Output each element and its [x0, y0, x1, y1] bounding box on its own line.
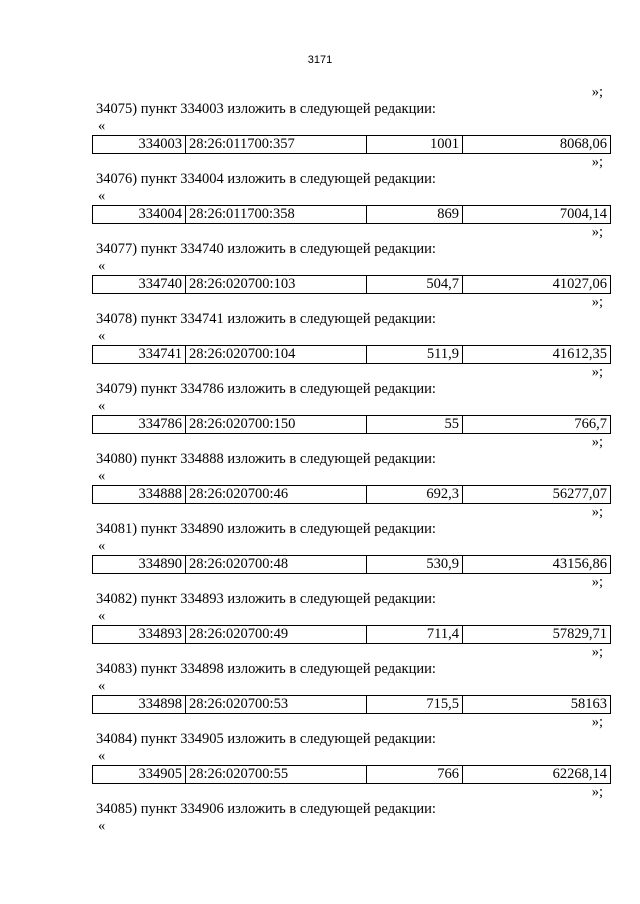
item-number-cell: 334893 [93, 626, 186, 644]
table-row [93, 416, 611, 434]
amendment-table [92, 345, 611, 364]
value-cell: 766,7 [463, 416, 611, 434]
amendment-entry [92, 714, 611, 784]
item-number-cell: 334898 [93, 696, 186, 714]
amendment-table [92, 415, 611, 434]
item-number-cell: 334004 [93, 206, 186, 224]
table-row [93, 486, 611, 504]
table-row [93, 206, 611, 224]
item-number-cell: 334003 [93, 136, 186, 154]
cadastral-number-cell: 28:26:020700:48 [186, 556, 367, 574]
cadastral-number-cell: 28:26:020700:150 [186, 416, 367, 434]
amendment-table [92, 275, 611, 294]
closing-quote: »; [591, 644, 603, 660]
amendment-heading: 34076) пункт 334004 изложить в следующей редакции: [96, 171, 436, 187]
cadastral-number-cell: 28:26:011700:357 [186, 136, 367, 154]
cadastral-number-cell: 28:26:020700:103 [186, 276, 367, 294]
closing-quote: »; [591, 224, 603, 240]
table-row [93, 556, 611, 574]
value-cell: 56277,07 [463, 486, 611, 504]
value-cell: 43156,86 [463, 556, 611, 574]
closing-quote: »; [591, 434, 603, 450]
amendment-heading: 34078) пункт 334741 изложить в следующей редакции: [96, 311, 436, 327]
opening-quote: « [98, 748, 106, 764]
amendment-table [92, 625, 611, 644]
area-cell: 711,4 [367, 626, 463, 644]
area-cell: 692,3 [367, 486, 463, 504]
amendment-entry [92, 434, 611, 504]
item-number-cell: 334888 [93, 486, 186, 504]
area-cell: 869 [367, 206, 463, 224]
opening-quote: « [98, 258, 106, 274]
amendment-entry [92, 644, 611, 714]
amendment-heading: 34085) пункт 334906 изложить в следующей редакции: [96, 801, 436, 817]
value-cell: 41027,06 [463, 276, 611, 294]
amendment-heading: 34082) пункт 334893 изложить в следующей редакции: [96, 591, 436, 607]
amendment-table [92, 555, 611, 574]
area-cell: 530,9 [367, 556, 463, 574]
amendment-table [92, 205, 611, 224]
opening-quote: « [98, 678, 106, 694]
value-cell: 58163 [463, 696, 611, 714]
item-number-cell: 334786 [93, 416, 186, 434]
cadastral-number-cell: 28:26:020700:49 [186, 626, 367, 644]
opening-quote: « [98, 328, 106, 344]
value-cell: 8068,06 [463, 136, 611, 154]
amendment-heading: 34079) пункт 334786 изложить в следующей редакции: [96, 381, 436, 397]
value-cell: 7004,14 [463, 206, 611, 224]
area-cell: 1001 [367, 136, 463, 154]
amendment-table [92, 695, 611, 714]
opening-quote: « [98, 118, 106, 134]
area-cell: 715,5 [367, 696, 463, 714]
final-amendment [92, 784, 611, 835]
table-row [93, 276, 611, 294]
area-cell: 511,9 [367, 346, 463, 364]
cadastral-number-cell: 28:26:020700:53 [186, 696, 367, 714]
closing-quote: »; [591, 574, 603, 590]
value-cell: 41612,35 [463, 346, 611, 364]
amendment-entry [92, 364, 611, 434]
table-row [93, 696, 611, 714]
area-cell: 504,7 [367, 276, 463, 294]
table-row [93, 766, 611, 784]
page-number: 3171 [307, 54, 333, 66]
table-row [93, 136, 611, 154]
amendment-heading: 34081) пункт 334890 изложить в следующей редакции: [96, 521, 436, 537]
amendment-heading: 34084) пункт 334905 изложить в следующей редакции: [96, 731, 436, 747]
closing-quote: »; [591, 714, 603, 730]
opening-quote: « [98, 398, 106, 414]
amendment-table [92, 135, 611, 154]
value-cell: 57829,71 [463, 626, 611, 644]
amendment-entry [92, 574, 611, 644]
amendment-table [92, 485, 611, 504]
item-number-cell: 334905 [93, 766, 186, 784]
cadastral-number-cell: 28:26:020700:104 [186, 346, 367, 364]
closing-quote: »; [591, 784, 603, 800]
value-cell: 62268,14 [463, 766, 611, 784]
amendment-entry [92, 294, 611, 364]
amendment-heading: 34083) пункт 334898 изложить в следующей редакции: [96, 661, 436, 677]
area-cell: 55 [367, 416, 463, 434]
amendment-entry [92, 154, 611, 224]
closing-quote: »; [591, 84, 603, 100]
amendment-entry [92, 224, 611, 294]
amendment-heading: 34075) пункт 334003 изложить в следующей редакции: [96, 101, 436, 117]
opening-quote: « [98, 818, 106, 834]
item-number-cell: 334740 [93, 276, 186, 294]
amendment-table [92, 765, 611, 784]
amendment-entry [92, 504, 611, 574]
cadastral-number-cell: 28:26:011700:358 [186, 206, 367, 224]
table-row [93, 626, 611, 644]
cadastral-number-cell: 28:26:020700:55 [186, 766, 367, 784]
opening-quote: « [98, 188, 106, 204]
area-cell: 766 [367, 766, 463, 784]
opening-quote: « [98, 538, 106, 554]
amendment-entry [92, 84, 611, 154]
opening-quote: « [98, 468, 106, 484]
table-row [93, 346, 611, 364]
closing-quote: »; [591, 154, 603, 170]
closing-quote: »; [591, 294, 603, 310]
item-number-cell: 334890 [93, 556, 186, 574]
opening-quote: « [98, 608, 106, 624]
closing-quote: »; [591, 504, 603, 520]
amendment-heading: 34080) пункт 334888 изложить в следующей редакции: [96, 451, 436, 467]
closing-quote: »; [591, 364, 603, 380]
amendment-heading: 34077) пункт 334740 изложить в следующей редакции: [96, 241, 436, 257]
document-body [92, 84, 611, 784]
item-number-cell: 334741 [93, 346, 186, 364]
cadastral-number-cell: 28:26:020700:46 [186, 486, 367, 504]
